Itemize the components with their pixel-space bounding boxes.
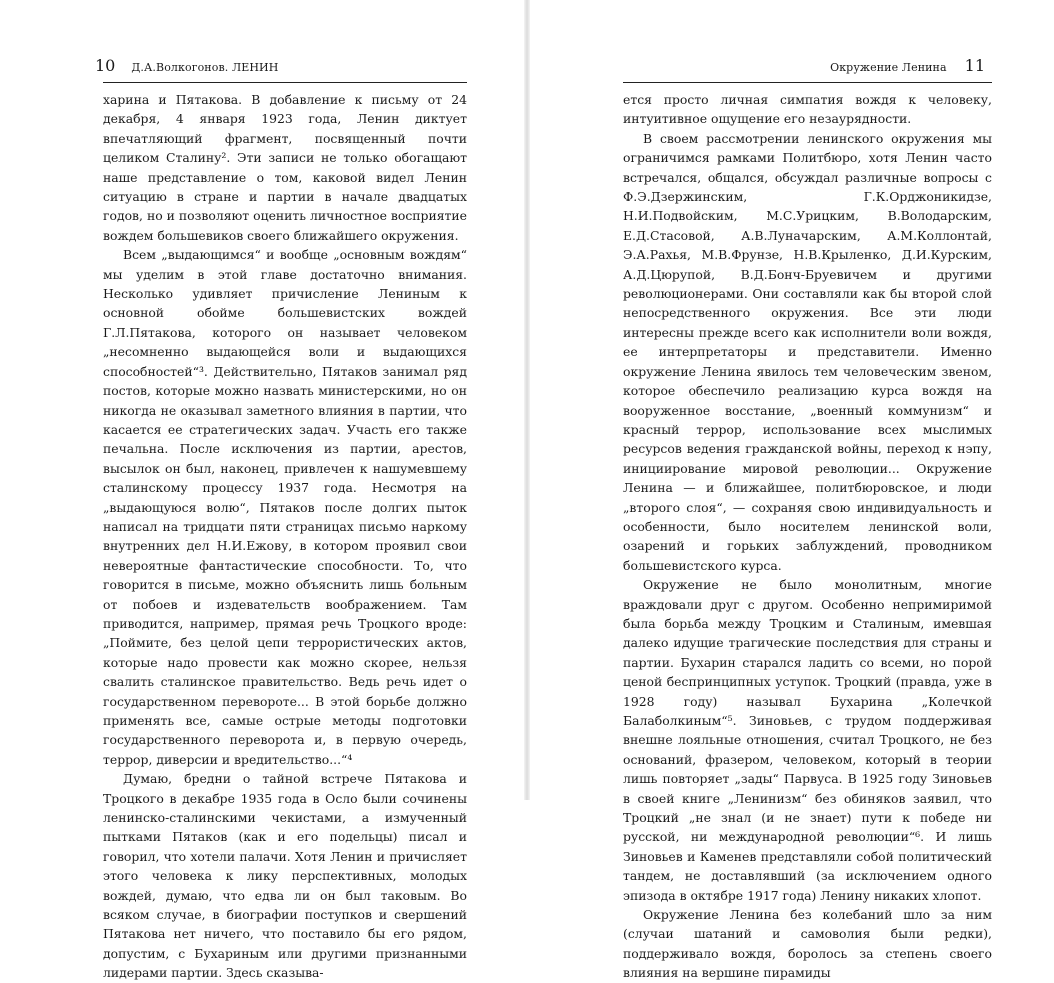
right-running-head: Окружение Ленина — [830, 61, 947, 74]
right-page-header — [625, 56, 985, 78]
paragraph: В своем рассмотрении ленинского окружения мы ограничимся рамками Политбюро, хотя Ленин часто встречался, общался, обсуждал различные вопросы с Ф.Э.Дзержинским, Г.К.Орджоникидзе, Н.И.Подвойским, М.С.Урицким, В.Володарским, Е.Д.Стасовой, А.В.Луначарским, А.М.Коллонтай, Э.А.Рахья, М.В.Фрунзе, Н.В.Крыленко, Д.И.Курским, А.Д.Цюрупой, В.Д.Бонч-Бруевичем и другими революционерами. Они составляли как бы второй слой непосредственного окружения. Все эти люди интересны прежде всего как исполнители воли вождя, ее интерпретаторы и представители. Именно окружение Ленина явилось тем человеческим звеном, которое обеспечило реализацию курса вождя на вооруженное восстание, „военный коммунизм“ и красный террор, использование всех мыслимых ресурсов ведения гражданской войны, переход к нэпу, инициирование мировой революции... Окружение Ленина — и ближайшее, политбюровское, и люди „второго слоя“, — сохраняя свою индивидуальность и особенности, было носителем ленинской воли, озарений и горьких заблуждений, проводником большевистского курса. — [623, 130, 992, 573]
left-running-head: Д.А.Волкогонов. ЛЕНИН — [131, 61, 279, 74]
right-page-number: 11 — [964, 56, 985, 75]
paragraph: ется просто личная симпатия вождя к человеку, интуитивное ощущение его незаурядности. — [623, 92, 992, 127]
left-page-number: 10 — [95, 56, 116, 75]
paragraph: Всем „выдающимся“ и вообще „основным вождям“ мы уделим в этой главе достаточно внимания. Несколько удивляет причисление Лениным к основной обойме большевистских вождей Г.Л.Пятакова, которого он называет человеком „несомненно выдающейся воли и выдающихся способностей“³. Действительно, Пятаков занимал ряд постов, которые можно назвать министерскими, но он никогда не оказывал заметного влияния в партии, что касается ее стратегических задач. Участь его также печальна. После исключения из партии, арестов, высылок он был, наконец, привлечен к нашумевшему сталинскому процессу 1937 года. Несмотря на „выдающуюся волю“, Пятаков после долгих пыток написал на тридцати пяти страницах письмо наркому внутренних дел Н.И.Ежову, в котором проявил свои невероятные фантастические способности. То, что говорится в письме, можно объяснить лишь больным от побоев и издевательств воображением. Там приводится, например, прямая речь Троцкого вроде: „Поймите, без целой цепи террористических актов, которые надо провести как можно скорее, нельзя свалить сталинское правительство. Ведь речь идет о государственном перевороте... В этой борьбе должно применять все, самые острые методы подготовки государственного переворота и, в первую очередь, террор, диверсии и вредительство...“⁴ — [103, 247, 467, 767]
right-page-text — [623, 90, 992, 983]
right-header-rule — [623, 82, 992, 83]
left-page — [0, 0, 527, 981]
paragraph: харина и Пятакова. В добавление к письму от 24 декабря, 4 января 1923 года, Ленин диктует впечатляющий фрагмент, посвященный почти целиком Сталину². Эти записи не только обогащают наше представление о том, каковой видел Ленин ситуацию в стране и партии в начале двадцатых годов, но и позволяют оценить личностное восприятие вождем большевиков своего ближайшего окружения. — [103, 92, 467, 243]
left-page-text — [103, 90, 467, 983]
left-header-rule — [103, 82, 467, 83]
left-page-header — [95, 56, 467, 78]
paragraph: Окружение Ленина без колебаний шло за ним (случаи шатаний и самоволия были редки), поддерживало вождя, боролось за степень своего влияния на вершине пирамиды — [623, 907, 992, 981]
paragraph: Думаю, бредни о тайной встрече Пятакова и Троцкого в декабре 1935 года в Осло были сочинены ленинско-сталинскими чекистами, а измученный пытками Пятаков (как и его подельцы) писал и говорил, что хотели палачи. Хотя Ленин и причисляет этого человека к лику перспективных, молодых вождей, думаю, что едва ли он был таковым. Во всяком случае, в биографии поступков и свершений Пятакова нет ничего, что поставило бы его рядом, допустим, с Бухариным или другими признанными лидерами партии. Здесь сказыва- — [103, 771, 467, 981]
right-page — [527, 0, 1054, 981]
paragraph: Окружение не было монолитным, многие враждовали друг с другом. Особенно непримиримой была борьба между Троцким и Сталиным, имевшая далеко идущие трагические последствия для страны и партии. Бухарин старался ладить со всеми, но порой ценой беспринципных уступок. Троцкий (правда, уже в 1928 году) называл Бухарина „Колечкой Балаболкиным“⁵. Зиновьев, с трудом поддерживая внешне лояльные отношения, считал Троцкого, не без оснований, фразером, человеком, который в теории лишь повторяет „зады“ Парвуса. В 1925 году Зиновьев в своей книге „Ленинизм“ без обиняков заявил, что Троцкий „не знал (и не знает) пути к победе ни русской, ни международной революции“⁶. И лишь Зиновьев и Каменев представляли собой политический тандем, не доставлявший (за исключением одного эпизода в октябре 1917 года) Ленину никаких хлопот. — [623, 577, 992, 903]
